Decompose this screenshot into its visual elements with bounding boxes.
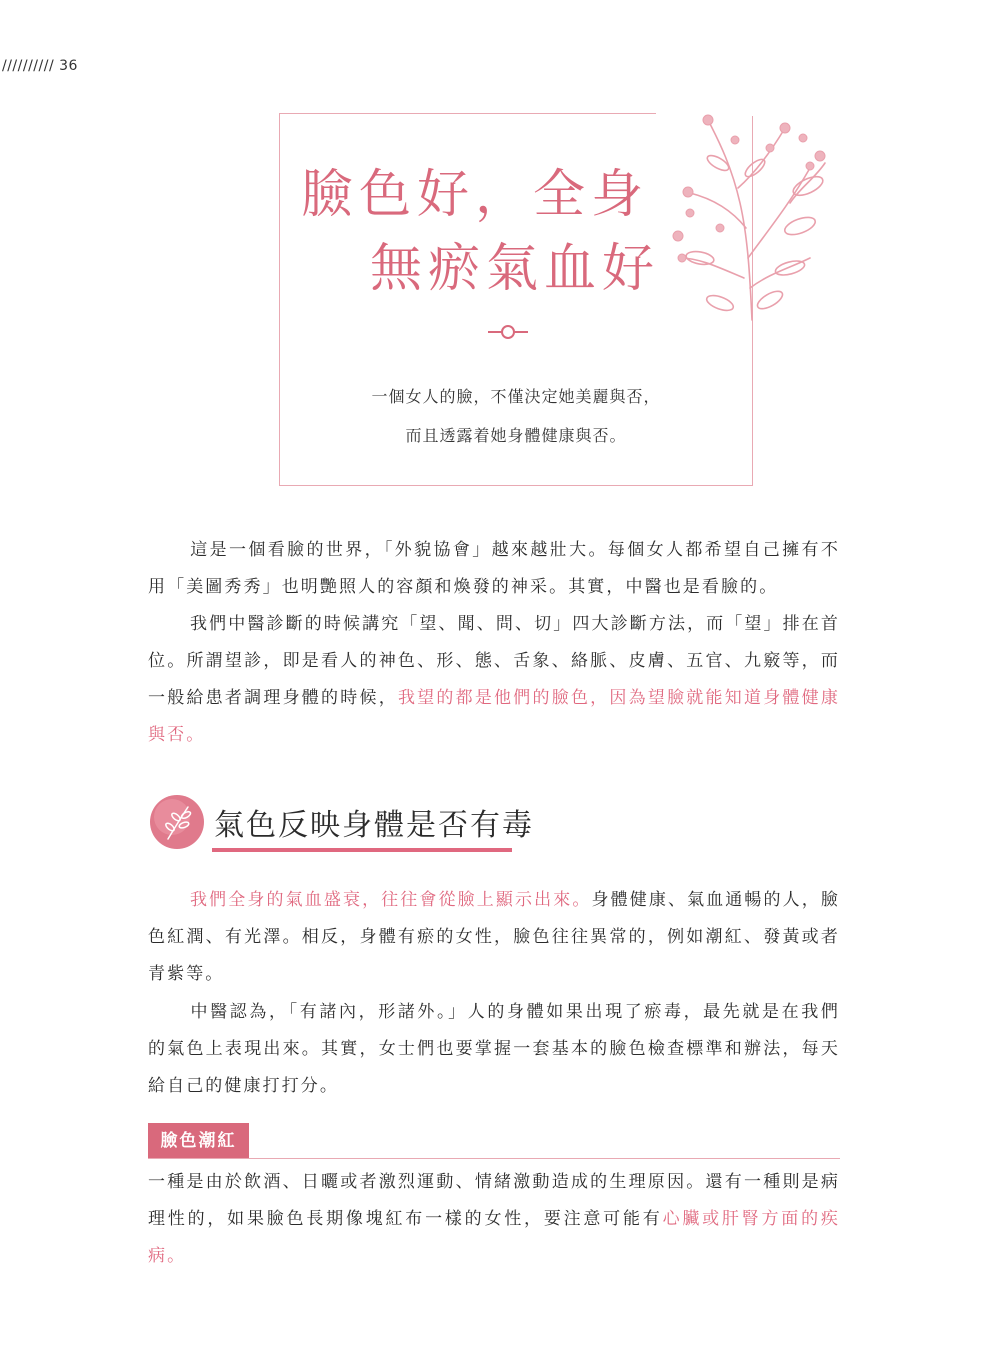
subsection-paragraph bbox=[148, 1164, 840, 1275]
quote-line1: 一個女人的臉，不僅決定她美麗與否， bbox=[371, 387, 661, 406]
subsection-highlight: 心臟或肝腎方面的疾病。 bbox=[148, 1209, 840, 1266]
ornament-divider-icon bbox=[488, 322, 528, 342]
subsection-text: 一種是由於飲酒、日曬或者激烈運動、情緒激動造成的生理原因。還有一種則是病理性的，如果臉色長期像塊紅布一樣的女性，要注意可能有 bbox=[148, 1172, 840, 1229]
section-p2-text: 中醫認為，「有諸內，形諸外。」人的身體如果出現了瘀毒，最先就是在我們的氣色上表現出來。其實，女士們也要掌握一套基本的臉色檢查標準和辦法，每天給自己的健康打打分。 bbox=[148, 1002, 840, 1096]
intro-paragraph-1 bbox=[148, 532, 840, 606]
section-underline bbox=[212, 848, 512, 852]
page-number: ////////// 36 bbox=[2, 58, 78, 74]
page-title-line2: 無瘀氣血好 bbox=[369, 239, 660, 299]
page-title-line1: 臉色好，全身 bbox=[300, 165, 649, 225]
intro-p2-text: 我們中醫診斷的時候講究「望、聞、問、切」四大診斷方法，而「望」排在首位。所謂望診，即是看人的神色、形、態、舌象、絡脈、皮膚、五官、九竅等，而一般給患者調理身體的時候， bbox=[148, 614, 840, 708]
intro-p2-highlight: 我望的都是他們的臉色，因為望臉就能知道身體健康與否。 bbox=[148, 688, 840, 745]
section-paragraph-2 bbox=[148, 994, 840, 1105]
intro-paragraph-2 bbox=[148, 606, 840, 754]
subsection-tag: 臉色潮紅 bbox=[148, 1123, 249, 1159]
section-heading: 氣色反映身體是否有毒 bbox=[214, 808, 534, 843]
section-paragraph-1 bbox=[148, 882, 840, 993]
subsection-rule bbox=[148, 1158, 840, 1159]
section-p1-highlight: 我們全身的氣血盛衰，往往會從臉上顯示出來。 bbox=[190, 890, 592, 910]
leaf-badge-icon bbox=[148, 793, 206, 851]
section-p1-text: 身體健康、氣血通暢的人，臉色紅潤、有光澤。相反，身體有瘀的女性，臉色往往異常的，例如潮紅、發黃或者青紫等。 bbox=[148, 890, 840, 984]
intro-p1-text: 這是一個看臉的世界，「外貌協會」越來越壯大。每個女人都希望自己擁有不用「美圖秀秀」也明艷照人的容顏和煥發的神采。其實，中醫也是看臉的。 bbox=[148, 540, 840, 597]
quote-line2: 而且透露着她身體健康與否。 bbox=[405, 426, 627, 445]
